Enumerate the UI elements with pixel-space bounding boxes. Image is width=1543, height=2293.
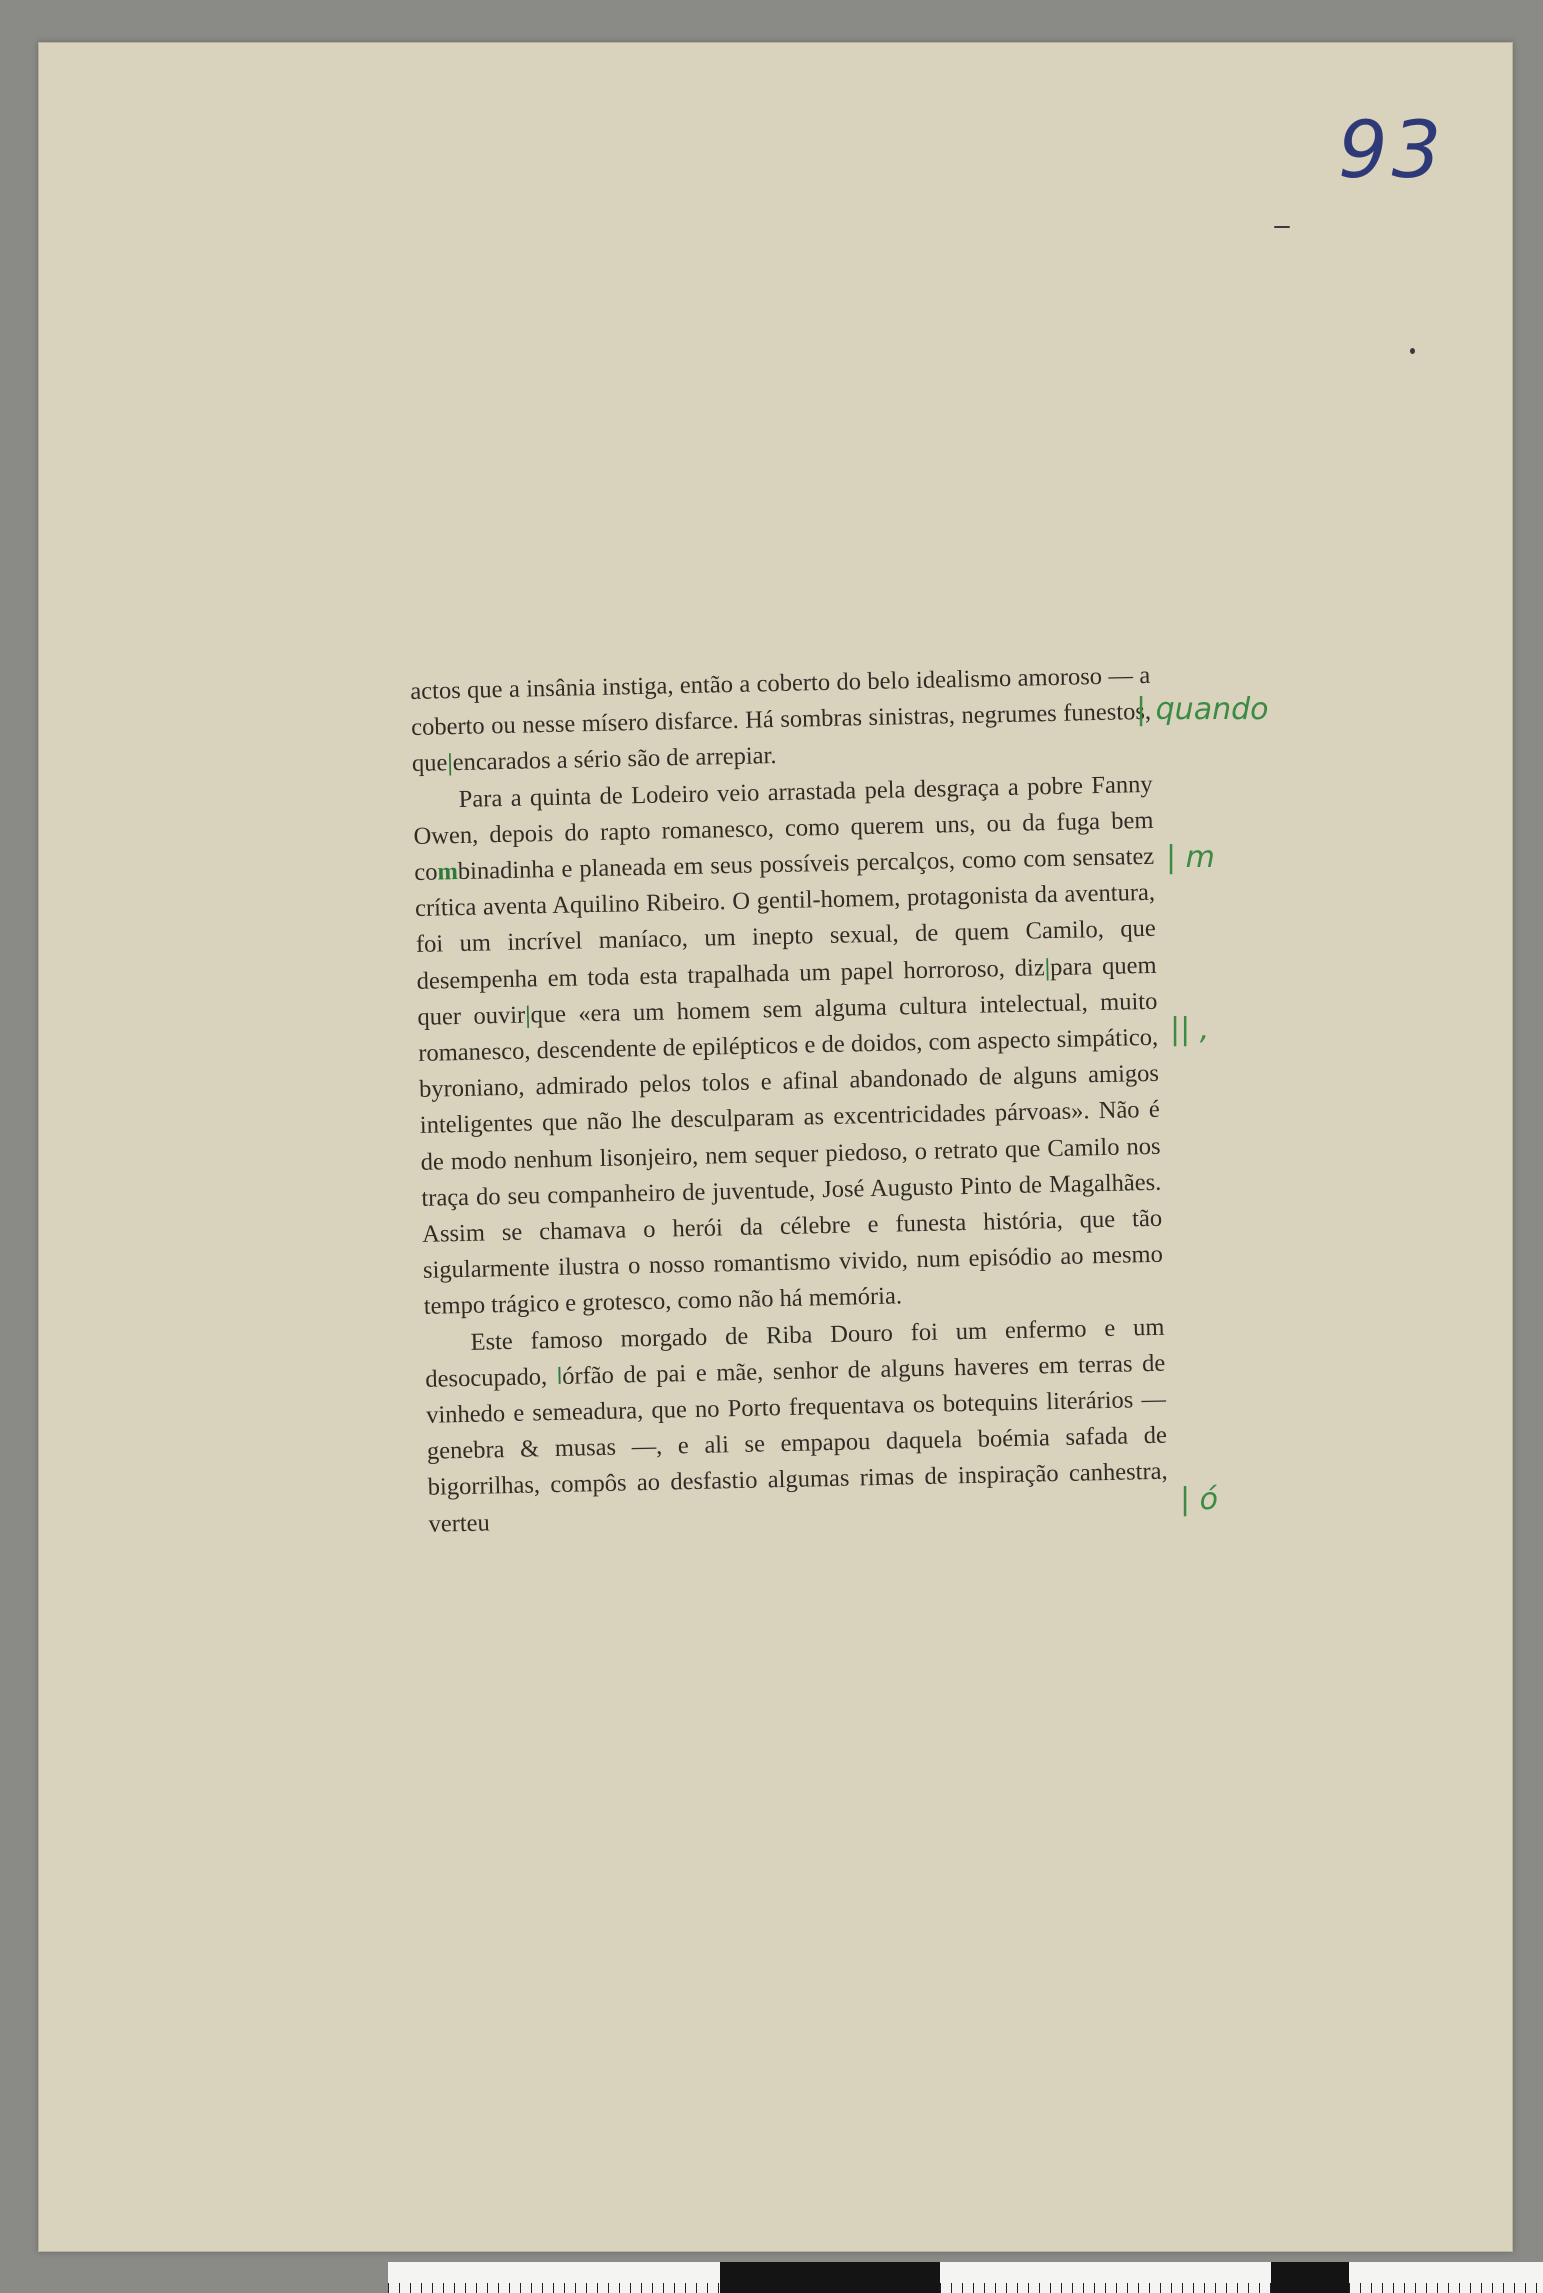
text-segment: binadinha e planeada em seus possíveis percalços, como com sensatez crítica aventa Aquilino Ribeiro. O gentil-homem, protagonista da aventura, foi um incrível maníaco, um inepto sexual, de quem Camilo, que desempenha em toda esta trapalhada um papel horroroso, diz bbox=[414, 842, 1157, 995]
insertion-mark: | bbox=[524, 1001, 531, 1029]
ruler-black-segment bbox=[1271, 2262, 1349, 2293]
margin-note-comma: || , bbox=[1170, 1012, 1210, 1047]
margin-note-o: | ó bbox=[1180, 1482, 1218, 1517]
text-segment: órfão de pai e mãe, senhor de alguns haveres em terras de vinhedo e semeadura, que no Porto frequentava os botequins literários — genebra & musas —, e ali se empapou daquela boémia safada de bigorrilhas, compôs ao desfastio algumas rimas de inspiração canhestra, verteu bbox=[425, 1349, 1168, 1538]
insertion-mark: | bbox=[447, 749, 454, 777]
paper-speck bbox=[1410, 348, 1415, 354]
paragraph bbox=[424, 1309, 1169, 1542]
ruler-white-segment bbox=[388, 2262, 720, 2293]
typed-body-text bbox=[410, 658, 1169, 1543]
text-segment: que «era um homem sem alguma cultura intelectual, muito romanesco, descendente de epilépticos e de doidos, com aspecto simpático, byroniano, admirado pelos tolos e afinal abandonado de alguns amigos inteligentes que não lhe desculparam as excentricidades párvoas». Não é de modo nenhum lisonjeiro, nem sequer piedoso, o retrato que Camilo nos traça do seu companheiro de juventude, José Augusto Pinto de Magalhães. Assim se chamava o herói da célebre e funesta história, que tão sigularmente ilustra o nosso romantismo vivido, num episódio ao mesmo tempo trágico e grotesco, como não há memória. bbox=[417, 987, 1164, 1321]
page-number: 93 bbox=[1338, 106, 1446, 196]
text-segment: para quem quer ouvir bbox=[417, 951, 1157, 1031]
manuscript-page bbox=[38, 42, 1513, 2252]
ruler-black-segment bbox=[720, 2262, 940, 2293]
ruler-white-segment bbox=[1349, 2262, 1543, 2293]
paragraph bbox=[410, 658, 1152, 783]
margin-note-m: | m bbox=[1166, 840, 1215, 875]
color-scale-ruler bbox=[388, 2262, 1543, 2293]
insertion-mark: | bbox=[1044, 953, 1051, 981]
text-segment: actos que a insânia instiga, então a coberto do belo idealismo amoroso — a coberto ou nesse mísero disfarce. Há sombras sinistras, negrumes funestos, que bbox=[410, 661, 1152, 778]
text-segment: Para a quinta de Lodeiro veio arrastada pela desgraça a pobre Fanny Owen, depois do rapto romanesco, como querem uns, ou da fuga bem co bbox=[413, 770, 1154, 886]
paper-speck bbox=[1274, 226, 1290, 228]
paragraph bbox=[412, 766, 1164, 1325]
ruler-white-segment bbox=[940, 2262, 1271, 2293]
insertion-mark: m bbox=[437, 858, 459, 886]
text-segment: encarados a sério são de arrepiar. bbox=[452, 742, 777, 777]
insertion-mark: ǀ bbox=[556, 1362, 563, 1390]
text-segment: Este famoso morgado de Riba Douro foi um enfermo e um desocupado, bbox=[425, 1313, 1165, 1393]
margin-note-quando: | quando bbox=[1136, 692, 1269, 727]
